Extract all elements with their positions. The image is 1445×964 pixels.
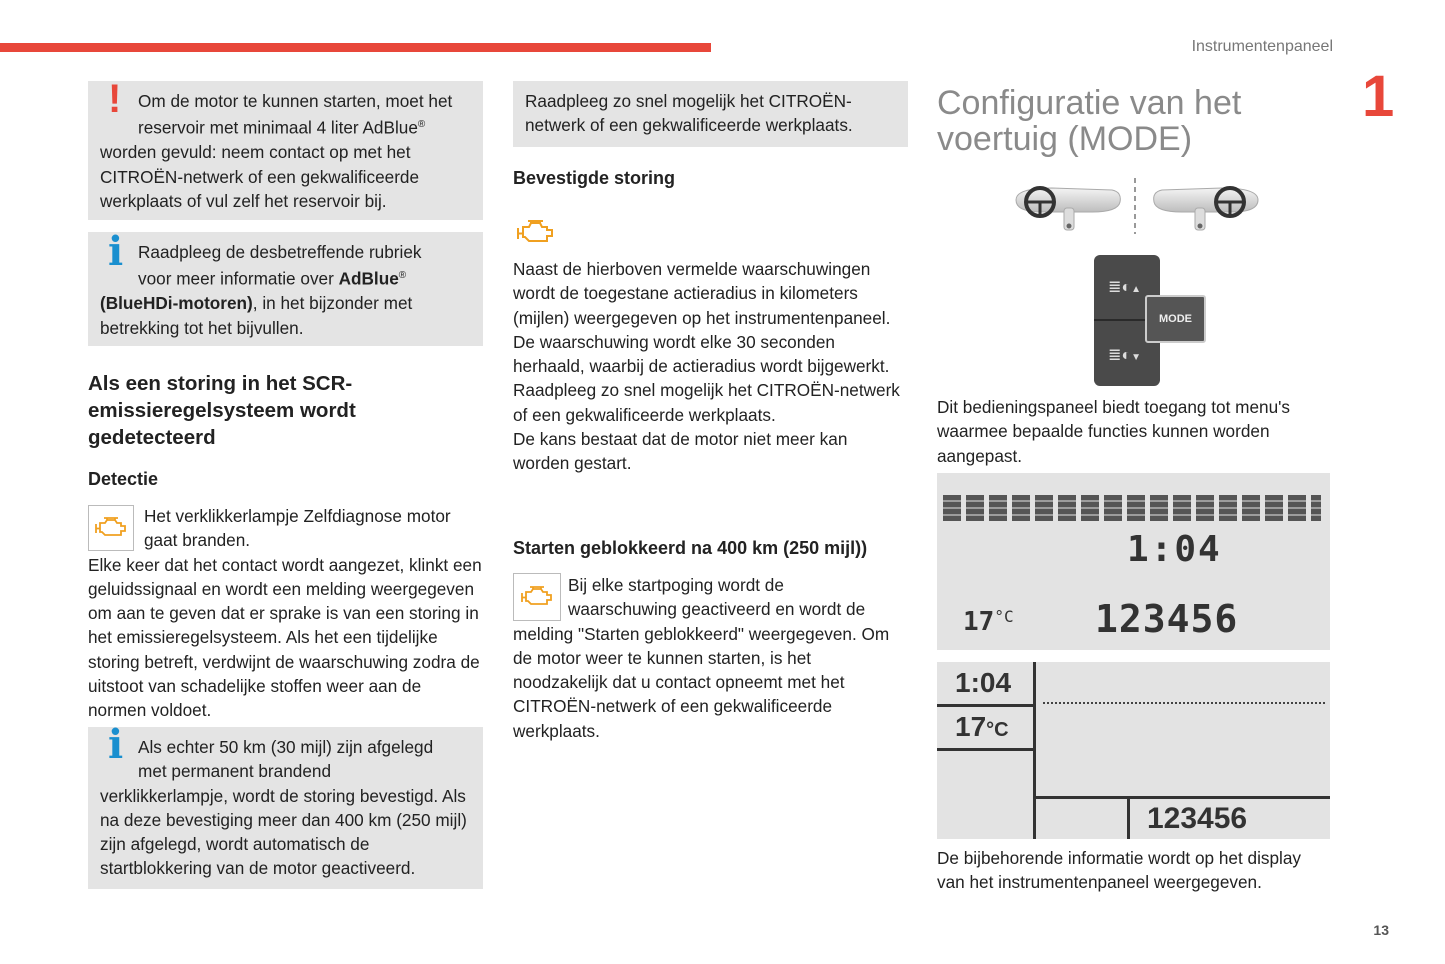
bevestigde-p4: De kans bestaat dat de motor niet meer kan worden gestart. [513, 429, 848, 474]
section-title: Instrumentenpaneel [1191, 38, 1333, 55]
lcd2-divider-h3 [1033, 796, 1330, 799]
bevestigde-p2: De waarschuwing wordt elke 30 seconden herhaald, waarbij de actieradius wordt bijgewerkt. [513, 331, 890, 377]
lcd2-temp [955, 711, 1009, 743]
lcd1-time: 1:04 [1127, 529, 1222, 570]
info-box-adblue [88, 228, 483, 346]
header-accent-bar [0, 43, 711, 52]
lcd2-time: 1:04 [955, 667, 1012, 698]
panel-description: Dit bedieningspaneel biedt toegang tot menu's waarmee bepaalde functies kunnen worden aangepast. [937, 397, 1291, 466]
info-line1: Raadpleeg de desbetreffende rubriek [138, 242, 422, 262]
display-type2 [937, 662, 1330, 839]
lcd1-odometer: 123456 [1095, 597, 1239, 641]
warning-box [88, 77, 483, 220]
arrow-up-icon: ▲ [1131, 284, 1141, 295]
starten-line2: waarschuwing geactiveerd en wordt de [568, 599, 866, 620]
starten-rest: melding "Starten geblokkeerd" weergegeven. Om de motor weer te kunnen starten, is het noodzakelijk dat u contact opneemt met het CITROËN-netwerk of een gekwalificeerde werkplaats. [513, 623, 890, 741]
arrow-down-icon: ▼ [1131, 352, 1141, 363]
registered-mark: ® [417, 119, 426, 131]
lcd1-temp-unit: °C [994, 607, 1014, 626]
lcd2-odometer: 123456 [1147, 802, 1248, 835]
bevestigde-p1: Naast de hierboven vermelde waarschuwingen wordt de toegestane actieradius in kilometers (mijlen) weergegeven op het instrumentenpaneel. [513, 259, 891, 328]
lcd1-temp-value: 17 [963, 607, 995, 637]
info-icon: i [108, 721, 124, 768]
detectie-rest: Elke keer dat het contact wordt aangezet, klinkt een geluidssignaal en wordt een melding weergegeven om aan te geven dat er sprake is van een storing in het emissieregelsysteem. Als het een tijdelijke storing betreft, verdwijnt de waarschuwing zodra de uitstoot van schadelijke stoffen weer aan de normen voldoet. [88, 554, 482, 721]
lcd2-temp-value: 17 [955, 711, 987, 742]
display-description: De bijbehorende informatie wordt op het display van het instrumentenpaneel weergegeven. [937, 848, 1302, 893]
lcd1-temp [963, 607, 1014, 637]
confirm-line2: met permanent brandend [138, 761, 332, 782]
bevestigde-storing-heading: Bevestigde storing [513, 168, 676, 188]
registered-mark: ® [398, 270, 407, 282]
lcd2-divider-h1 [937, 704, 1034, 707]
page-number: 13 [1373, 922, 1389, 938]
starten-line1: Bij elke startpoging wordt de [568, 575, 784, 595]
confirm-rest: verklikkerlampje, wordt de storing bevestigd. Als na deze bevestiging meer dan 400 km (250 mijl) zijn afgelegd, wordt automatisch de startblokkering van de motor geactiveerd. [100, 785, 467, 879]
engine-icon [515, 218, 557, 248]
info-line2: voor meer informatie over [138, 269, 339, 290]
detectie-text [88, 504, 483, 723]
adblue-term: AdBlue [338, 269, 399, 290]
bevestigde-p3: Raadpleeg zo snel mogelijk het CITROËN-netwerk of een gekwalificeerde werkplaats. [513, 380, 900, 425]
starten-text [513, 573, 908, 743]
detectie-heading: Detectie [88, 469, 159, 489]
confirm-line1: Als echter 50 km (30 mijl) zijn afgelegd [138, 737, 434, 757]
exclamation-icon: ! [108, 77, 122, 121]
warning-line2: reservoir met minimaal 4 liter AdBlue [138, 118, 418, 139]
mode-button-label: MODE [1159, 313, 1192, 325]
steering-wheel-illustration [1012, 178, 1262, 240]
warning-rest: worden gevuld: neem contact op met het CITROËN-netwerk of een gekwalificeerde werkplaats of vul zelf het reservoir bij. [100, 142, 420, 211]
info-rest: , in het bijzonder met betrekking tot het bijvullen. [100, 293, 413, 338]
mode-button[interactable] [1145, 295, 1206, 343]
lcd2-dotted-line [1043, 702, 1325, 704]
scr-heading: Als een storing in het SCR-emissieregelsysteem wordt gedetecteerd [88, 372, 356, 449]
light-down-button[interactable] [1108, 345, 1141, 365]
display-type1 [937, 473, 1330, 650]
page-title: Configuratie van het voertuig (MODE) [937, 84, 1242, 158]
bevestigde-text [513, 257, 908, 476]
lcd2-temp-unit: °C [986, 719, 1009, 741]
detectie-line2: gaat branden. [144, 530, 251, 551]
starten-geblokkeerd-heading: Starten geblokkeerd na 400 km (250 mijl)) [513, 538, 868, 558]
info-icon: i [108, 228, 124, 275]
light-up-button[interactable] [1108, 277, 1141, 297]
detectie-line1: Het verklikkerlampje Zelfdiagnose motor [144, 506, 451, 526]
warning-line1: Om de motor te kunnen starten, moet het [138, 91, 453, 111]
headlight-icon: ≣◐ [1108, 279, 1132, 296]
info-box-confirmed [88, 721, 483, 889]
lcd2-divider-h2 [937, 748, 1034, 751]
lcd2-divider-v2 [1127, 796, 1130, 839]
advice-box: Raadpleeg zo snel mogelijk het CITROËN-netwerk of een gekwalificeerde werkplaats. [513, 81, 908, 147]
bluehdi-term: (BlueHDi-motoren) [100, 293, 253, 314]
headlight-icon: ≣◐ [1108, 347, 1132, 364]
chapter-number: 1 [1362, 64, 1395, 129]
